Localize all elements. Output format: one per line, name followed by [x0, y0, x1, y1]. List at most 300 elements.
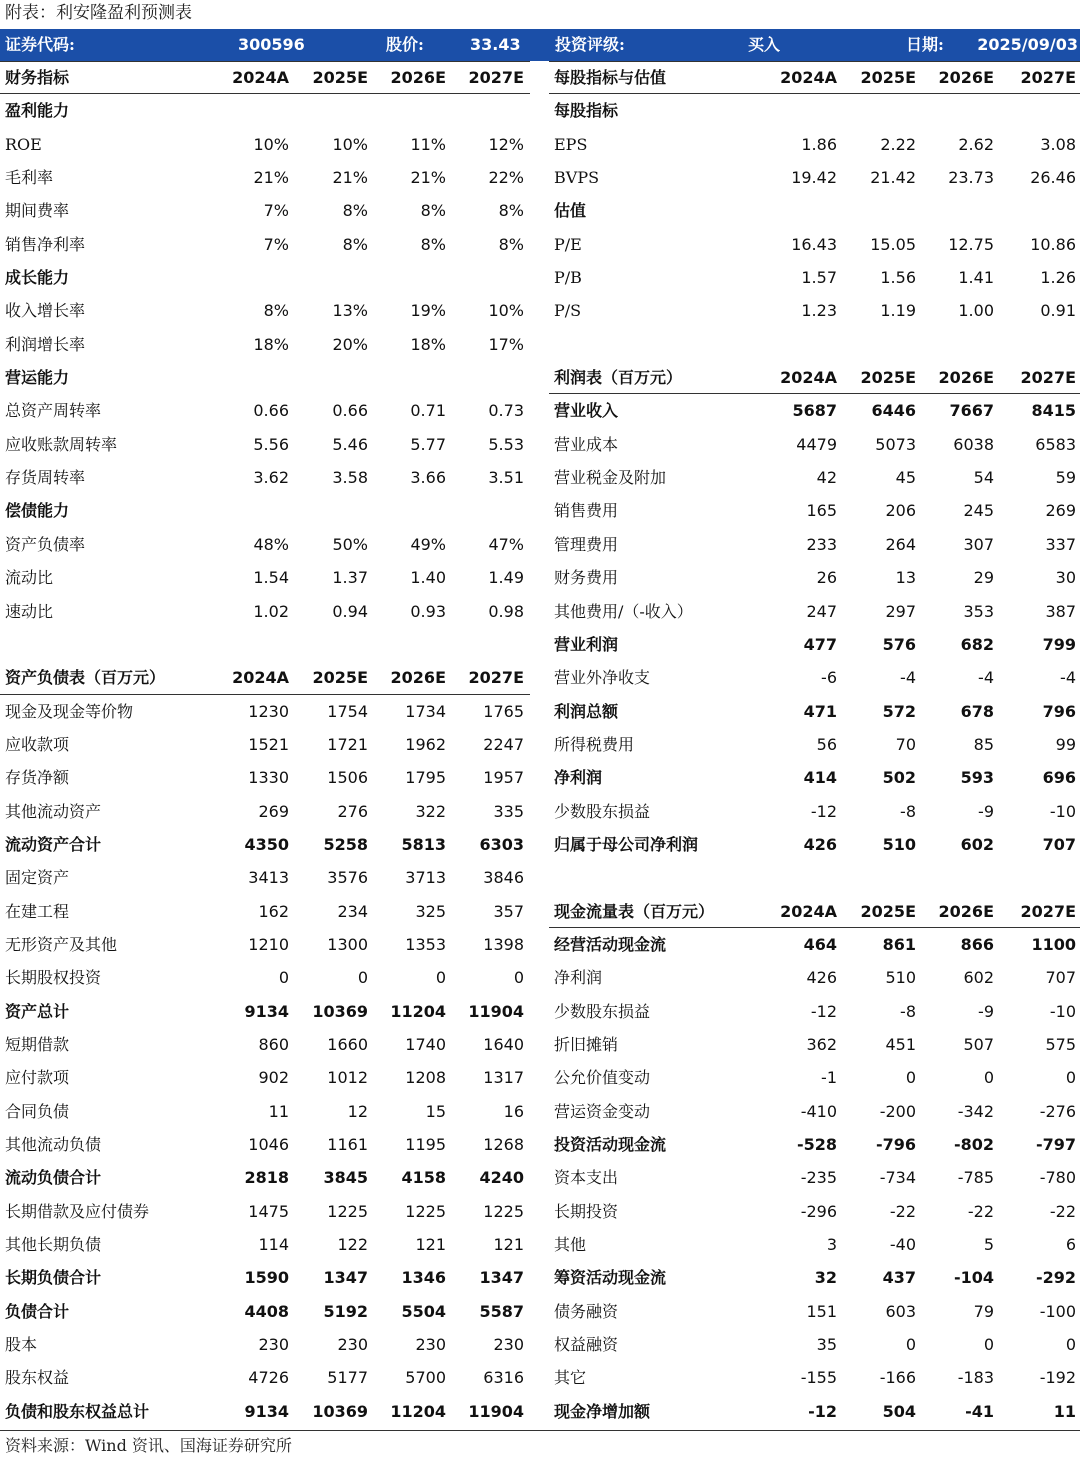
cell-value: 1.56 [880, 268, 916, 288]
cell-value: -276 [1039, 1101, 1076, 1121]
cell-value: -22 [1049, 1201, 1076, 1221]
column-header: 2024A [780, 368, 837, 388]
cell-value: 437 [882, 1268, 916, 1288]
row-label: 利润表（百万元） [554, 368, 683, 388]
cell-value: -155 [800, 1368, 837, 1388]
row-label: 期间费率 [5, 201, 70, 221]
cell-value: 0 [1065, 1068, 1076, 1088]
table-row [549, 294, 1080, 327]
cell-value: 902 [258, 1068, 289, 1088]
cell-value: 6583 [1035, 434, 1076, 454]
cell-value: 3846 [483, 868, 524, 888]
stock-info-bar [0, 29, 1080, 61]
cell-value: 0.91 [1040, 301, 1076, 321]
cell-value: 1.40 [410, 568, 446, 588]
cell-value: 50% [332, 534, 368, 554]
cell-value: 1721 [327, 734, 368, 754]
cell-value: 11204 [390, 1401, 446, 1421]
table-row [0, 895, 530, 928]
cell-value: 1268 [483, 1135, 524, 1154]
cell-value: 15 [425, 1101, 446, 1121]
row-label: 在建工程 [5, 901, 70, 921]
cell-value: 4158 [401, 1168, 446, 1188]
cell-value: 23.73 [948, 168, 994, 188]
table-row [0, 761, 530, 794]
cell-value: 70 [895, 734, 916, 754]
cell-value: 1225 [483, 1201, 524, 1221]
cell-value: 426 [803, 834, 837, 854]
cell-value: 507 [963, 1034, 994, 1054]
cell-value: -192 [1039, 1368, 1076, 1388]
cell-value: 162 [258, 901, 289, 921]
table-row [0, 795, 530, 828]
cell-value: 5.53 [488, 434, 524, 454]
cell-value: 1330 [248, 768, 289, 788]
row-label: 折旧摊销 [554, 1034, 619, 1054]
cell-value: 575 [1045, 1034, 1076, 1054]
cell-value: 796 [1042, 701, 1076, 721]
row-label: P/E [554, 234, 582, 254]
cell-value: 230 [258, 1335, 289, 1355]
row-label: 营业税金及附加 [554, 468, 667, 488]
cell-value: 234 [337, 901, 368, 921]
cell-value: 0 [905, 1068, 916, 1088]
cell-value: -4 [900, 668, 916, 688]
section-row [0, 494, 530, 527]
cell-value: 12% [488, 134, 524, 154]
cell-value: 0.66 [332, 401, 368, 421]
cell-value: -200 [879, 1101, 916, 1121]
cell-value: -410 [800, 1101, 837, 1121]
cell-value: 707 [1045, 968, 1076, 988]
table-row [549, 695, 1080, 728]
cell-value: 11% [410, 134, 446, 154]
table-row [0, 828, 530, 861]
cell-value: 59 [1055, 468, 1076, 488]
row-label: 每股指标与估值 [554, 68, 667, 87]
table-row [0, 1028, 530, 1061]
row-label: 股东权益 [5, 1368, 70, 1388]
table-row [0, 1195, 530, 1228]
cell-value: 10369 [312, 1401, 368, 1421]
row-label: 其他 [554, 1235, 587, 1255]
row-label: 资产负债表（百万元） [5, 668, 166, 688]
cell-value: 8% [263, 301, 289, 321]
cell-value: 861 [882, 934, 916, 954]
column-header: 2027E [1020, 68, 1076, 87]
row-label: 流动资产合计 [5, 834, 102, 854]
table-row [0, 528, 530, 561]
cell-value: -9 [978, 1001, 994, 1021]
cell-value: -10 [1049, 1001, 1076, 1021]
table-header-row [0, 661, 530, 694]
cell-value: 1.26 [1040, 268, 1076, 288]
cell-value: 10% [253, 134, 289, 154]
row-label: 财务指标 [5, 68, 70, 87]
cell-value: 1.57 [801, 268, 837, 288]
column-header: 2026E [390, 668, 446, 688]
row-label: 长期负债合计 [5, 1268, 102, 1288]
section-row [0, 261, 530, 294]
cell-value: 1765 [483, 701, 524, 721]
cell-value: 0 [278, 968, 289, 988]
cell-value: 8% [342, 234, 368, 254]
row-label: 权益融资 [554, 1335, 619, 1355]
cell-value: -10 [1049, 801, 1076, 821]
row-label: 总资产周转率 [5, 401, 102, 421]
cell-value: 11204 [390, 1001, 446, 1021]
cell-value: 5700 [405, 1368, 446, 1388]
cell-value: 572 [882, 701, 916, 721]
row-label: 其他长期负债 [5, 1235, 102, 1255]
cell-value: 9134 [244, 1401, 289, 1421]
cell-value: -296 [800, 1201, 837, 1221]
cell-value: -183 [957, 1368, 994, 1388]
cell-value: 1.49 [488, 568, 524, 588]
cell-value: 1640 [483, 1034, 524, 1054]
cell-value: 1795 [405, 768, 446, 788]
cell-value: 247 [806, 601, 837, 621]
cell-value: 1521 [248, 734, 289, 754]
cell-value: -802 [953, 1135, 994, 1154]
row-label: 现金净增加额 [554, 1401, 651, 1421]
cell-value: 206 [885, 501, 916, 521]
table-row [549, 1028, 1080, 1061]
cell-value: 18% [253, 334, 289, 354]
table-row [0, 1061, 530, 1094]
row-label: 其它 [554, 1368, 587, 1388]
cell-value: 12.75 [948, 234, 994, 254]
cell-value: 602 [960, 834, 994, 854]
cell-value: 5177 [327, 1368, 368, 1388]
table-row [0, 394, 530, 427]
page-title: 附表：利安隆盈利预测表 [5, 3, 192, 23]
cell-value: 1100 [1031, 934, 1076, 954]
table-row [0, 1361, 530, 1394]
table-row [0, 961, 530, 994]
cell-value: 357 [493, 901, 524, 921]
row-label: 流动负债合计 [5, 1168, 102, 1188]
cell-value: 1.41 [958, 268, 994, 288]
table-row [0, 428, 530, 461]
row-label: 资产负债率 [5, 534, 86, 554]
row-label: 销售净利率 [5, 234, 86, 254]
row-label: 无形资产及其他 [5, 934, 118, 954]
table-row [0, 194, 530, 227]
cell-value: 49% [410, 534, 446, 554]
table-row [549, 995, 1080, 1028]
cell-value: 1.37 [332, 568, 368, 588]
cell-value: 10% [488, 301, 524, 321]
stock-code: 300596 [238, 35, 305, 54]
cell-value: 335 [493, 801, 524, 821]
cell-value: 19% [410, 301, 446, 321]
cell-value: 276 [337, 801, 368, 821]
cell-value: 1506 [327, 768, 368, 788]
row-label: 管理费用 [554, 534, 619, 554]
row-label: 净利润 [554, 768, 603, 788]
cell-value: 56 [816, 734, 837, 754]
column-header: 2026E [938, 368, 994, 388]
cell-value: 21% [410, 168, 446, 188]
column-header: 2026E [938, 901, 994, 921]
cell-value: 8% [498, 201, 524, 221]
row-label: 营业利润 [554, 634, 619, 654]
section-row [549, 94, 1080, 127]
cell-value: 85 [973, 734, 994, 754]
cell-value: 3845 [323, 1168, 368, 1188]
row-label: 每股指标 [554, 101, 619, 121]
cell-value: 20% [332, 334, 368, 354]
row-label: 营运能力 [5, 368, 70, 388]
cell-value: 1346 [401, 1268, 446, 1288]
cell-value: -22 [889, 1201, 916, 1221]
cell-value: -235 [800, 1168, 837, 1188]
price: 33.43 [470, 35, 521, 54]
cell-value: 54 [973, 468, 994, 488]
row-label: 筹资活动现金流 [554, 1268, 667, 1288]
cell-value: 1195 [405, 1135, 446, 1154]
cell-value: 11 [1053, 1401, 1076, 1421]
row-label: 偿债能力 [5, 501, 70, 521]
cell-value: 269 [258, 801, 289, 821]
cell-value: -4 [978, 668, 994, 688]
table-row [549, 595, 1080, 628]
cell-value: 8415 [1031, 401, 1076, 421]
cell-value: 322 [415, 801, 446, 821]
cell-value: 451 [885, 1034, 916, 1054]
row-label: 盈利能力 [5, 101, 70, 121]
cell-value: 1.19 [880, 301, 916, 321]
row-label: P/S [554, 301, 582, 321]
cell-value: 16 [503, 1101, 524, 1121]
cell-value: 1161 [327, 1135, 368, 1154]
cell-value: 337 [1045, 534, 1076, 554]
row-label: 短期借款 [5, 1034, 70, 1054]
cell-value: 21% [332, 168, 368, 188]
column-header: 2025E [312, 668, 368, 688]
table-row [549, 261, 1080, 294]
cell-value: 230 [493, 1335, 524, 1355]
cell-value: -780 [1039, 1168, 1076, 1188]
cell-value: 42 [816, 468, 837, 488]
section-row [549, 194, 1080, 227]
table-row [0, 328, 530, 361]
cell-value: 1347 [323, 1268, 368, 1288]
cell-value: -734 [879, 1168, 916, 1188]
row-label: 经营活动现金流 [554, 934, 667, 954]
table-row [549, 1228, 1080, 1261]
row-label: 现金流量表（百万元） [554, 901, 715, 921]
row-label: 利润增长率 [5, 334, 86, 354]
cell-value: 0 [1065, 1335, 1076, 1355]
cell-value: 464 [803, 934, 837, 954]
cell-value: 3 [826, 1235, 837, 1255]
cell-value: -22 [967, 1201, 994, 1221]
cell-value: 4408 [244, 1301, 289, 1321]
right-financial-table [549, 61, 1080, 1428]
cell-value: 114 [258, 1235, 289, 1255]
table-row [549, 1061, 1080, 1094]
cell-value: 230 [337, 1335, 368, 1355]
table-row [549, 228, 1080, 261]
cell-value: 122 [337, 1235, 368, 1255]
cell-value: -797 [1035, 1135, 1076, 1154]
cell-value: 1.00 [958, 301, 994, 321]
spacer-row [0, 628, 530, 661]
cell-value: 6446 [871, 401, 916, 421]
cell-value: 6038 [953, 434, 994, 454]
cell-value: 1225 [405, 1201, 446, 1221]
table-row [549, 1361, 1080, 1394]
table-row [0, 1261, 530, 1294]
cell-value: 1230 [248, 701, 289, 721]
column-header: 2024A [232, 68, 289, 87]
row-label: 应收款项 [5, 734, 70, 754]
row-label: 利润总额 [554, 701, 619, 721]
cell-value: 576 [882, 634, 916, 654]
cell-value: 1734 [405, 701, 446, 721]
column-header: 2025E [312, 68, 368, 87]
column-header: 2024A [232, 668, 289, 688]
table-row [549, 161, 1080, 194]
cell-value: 4240 [479, 1168, 524, 1188]
table-row [549, 961, 1080, 994]
column-header: 2026E [938, 68, 994, 87]
cell-value: 15.05 [870, 234, 916, 254]
cell-value: 0.98 [488, 601, 524, 621]
cell-value: 1740 [405, 1034, 446, 1054]
cell-value: 1210 [248, 934, 289, 954]
row-label: BVPS [554, 168, 600, 188]
row-label: 少数股东损益 [554, 801, 651, 821]
row-label: 营业外净收支 [554, 668, 651, 688]
cell-value: 21% [253, 168, 289, 188]
cell-value: 35 [816, 1335, 837, 1355]
cell-value: 5687 [792, 401, 837, 421]
row-label: 负债和股东权益总计 [5, 1401, 150, 1421]
table-row [0, 928, 530, 961]
cell-value: 21.42 [870, 168, 916, 188]
cell-value: 7667 [949, 401, 994, 421]
spacer-row [549, 861, 1080, 894]
table-header-row [0, 61, 530, 94]
row-label: P/B [554, 268, 582, 288]
row-label: 存货净额 [5, 768, 70, 788]
cell-value: 1046 [248, 1135, 289, 1154]
rating-label: 投资评级: [555, 35, 625, 54]
table-row [0, 1095, 530, 1128]
table-row [549, 1261, 1080, 1294]
cell-value: 0.73 [488, 401, 524, 421]
cell-value: 121 [415, 1235, 446, 1255]
cell-value: 233 [806, 534, 837, 554]
cell-value: 1.86 [801, 134, 837, 154]
table-row [549, 1161, 1080, 1194]
cell-value: 325 [415, 901, 446, 921]
cell-value: 593 [960, 768, 994, 788]
row-label: 资产总计 [5, 1001, 70, 1021]
cell-value: 0.66 [253, 401, 289, 421]
cell-value: 1754 [327, 701, 368, 721]
table-row [0, 561, 530, 594]
cell-value: 165 [806, 501, 837, 521]
row-label: 收入增长率 [5, 301, 86, 321]
table-row [0, 228, 530, 261]
row-label: ROE [5, 134, 42, 154]
cell-value: 26 [816, 568, 837, 588]
row-label: 财务费用 [554, 568, 619, 588]
table-row [0, 1161, 530, 1194]
cell-value: 0 [905, 1335, 916, 1355]
row-label: 其他流动负债 [5, 1135, 102, 1154]
cell-value: 9134 [244, 1001, 289, 1021]
cell-value: 3.51 [488, 468, 524, 488]
cell-value: 5 [983, 1235, 994, 1255]
cell-value: 0.94 [332, 601, 368, 621]
cell-value: -785 [957, 1168, 994, 1188]
table-row [0, 595, 530, 628]
cell-value: -292 [1035, 1268, 1076, 1288]
cell-value: 0 [357, 968, 368, 988]
cell-value: 0.71 [410, 401, 446, 421]
cell-value: 7% [263, 234, 289, 254]
row-label: 其他流动资产 [5, 801, 102, 821]
cell-value: 1957 [483, 768, 524, 788]
cell-value: 477 [803, 634, 837, 654]
cell-value: 696 [1042, 768, 1076, 788]
cell-value: -342 [957, 1101, 994, 1121]
row-label: 合同负债 [5, 1101, 70, 1121]
date-label: 日期: [906, 35, 944, 54]
cell-value: 471 [803, 701, 837, 721]
table-row [549, 661, 1080, 694]
column-header: 2027E [1020, 368, 1076, 388]
cell-value: 799 [1042, 634, 1076, 654]
cell-value: 30 [1055, 568, 1076, 588]
cell-value: 5504 [401, 1301, 446, 1321]
cell-value: -528 [796, 1135, 837, 1154]
cell-value: 230 [415, 1335, 446, 1355]
cell-value: 10.86 [1030, 234, 1076, 254]
cell-value: 1398 [483, 934, 524, 954]
row-label: 营运资金变动 [554, 1101, 651, 1121]
row-label: 少数股东损益 [554, 1001, 651, 1021]
cell-value: 2.22 [880, 134, 916, 154]
cell-value: 11904 [468, 1001, 524, 1021]
cell-value: -1 [821, 1068, 837, 1088]
cell-value: 5813 [401, 834, 446, 854]
cell-value: -40 [889, 1235, 916, 1255]
table-row [549, 528, 1080, 561]
cell-value: 11904 [468, 1401, 524, 1421]
cell-value: 426 [806, 968, 837, 988]
cell-value: 8% [342, 201, 368, 221]
cell-value: 8% [498, 234, 524, 254]
cell-value: 4350 [244, 834, 289, 854]
cell-value: 6303 [479, 834, 524, 854]
table-row [0, 294, 530, 327]
cell-value: 0.93 [410, 601, 446, 621]
table-header-row [549, 895, 1080, 928]
cell-value: 4479 [796, 434, 837, 454]
cell-value: 1012 [327, 1068, 368, 1088]
cell-value: 3413 [248, 868, 289, 888]
cell-value: 5073 [875, 434, 916, 454]
cell-value: 12 [347, 1101, 368, 1121]
table-row [549, 728, 1080, 761]
table-row [549, 761, 1080, 794]
